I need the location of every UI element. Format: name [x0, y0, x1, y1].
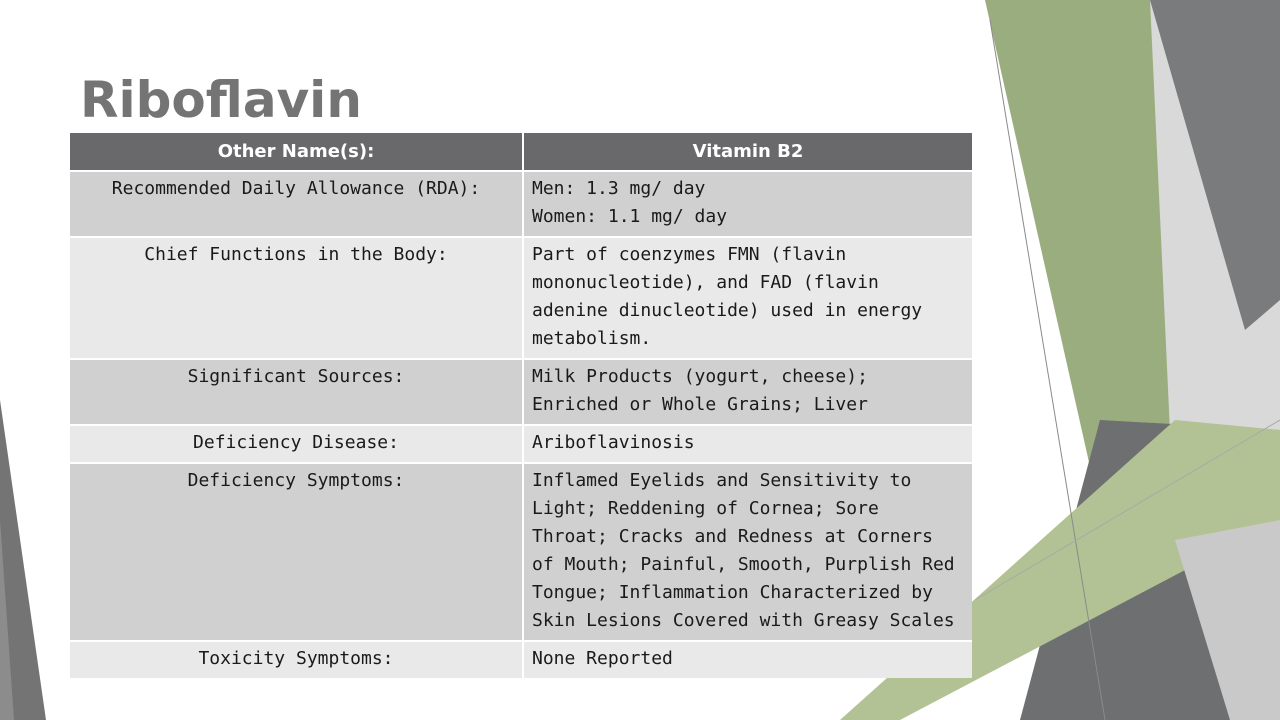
row-label: Significant Sources:: [70, 359, 523, 425]
row-value-line: Throat; Cracks and Redness at Corners: [532, 526, 933, 547]
row-value: [523, 359, 972, 425]
table-row-functions: [70, 237, 972, 359]
table-row-rda: [70, 171, 972, 237]
row-label: Recommended Daily Allowance (RDA):: [70, 171, 523, 237]
row-value: [523, 641, 972, 678]
row-value-line: Inflamed Eyelids and Sensitivity to: [532, 470, 912, 491]
table-row-deficiency-symptoms: [70, 463, 972, 641]
table-row-sources: [70, 359, 972, 425]
row-value-line: Skin Lesions Covered with Greasy Scales: [532, 610, 955, 631]
row-value: [523, 463, 972, 641]
row-label: Toxicity Symptoms:: [70, 641, 523, 678]
row-value-line: adenine dinucleotide) used in energy: [532, 300, 923, 321]
header-label-cell: Other Name(s):: [70, 133, 523, 171]
row-value-line: metabolism.: [532, 328, 652, 349]
row-value-line: Men: 1.3 mg/ day: [532, 178, 706, 199]
row-value-line: Ariboflavinosis: [532, 432, 695, 453]
nutrient-info-table: [70, 133, 972, 678]
row-value: [523, 171, 972, 237]
row-value-line: Women: 1.1 mg/ day: [532, 206, 728, 227]
row-value-line: Light; Reddening of Cornea; Sore: [532, 498, 879, 519]
row-value-line: None Reported: [532, 648, 673, 669]
row-label: Deficiency Disease:: [70, 425, 523, 463]
header-value-cell: Vitamin B2: [523, 133, 972, 171]
table-header-row: [70, 133, 972, 171]
row-value-line: Enriched or Whole Grains; Liver: [532, 394, 868, 415]
row-value-line: of Mouth; Painful, Smooth, Purplish Red: [532, 554, 955, 575]
row-value-line: Tongue; Inflammation Characterized by: [532, 582, 933, 603]
row-value-line: Part of coenzymes FMN (flavin: [532, 244, 847, 265]
row-value-line: mononucleotide), and FAD (flavin: [532, 272, 879, 293]
row-value: [523, 237, 972, 359]
row-label: Chief Functions in the Body:: [70, 237, 523, 359]
table-row-toxicity: [70, 641, 972, 678]
table-row-deficiency-disease: [70, 425, 972, 463]
row-label: Deficiency Symptoms:: [70, 463, 523, 641]
slide-title: Riboflavin: [80, 71, 362, 129]
row-value: [523, 425, 972, 463]
row-value-line: Milk Products (yogurt, cheese);: [532, 366, 868, 387]
